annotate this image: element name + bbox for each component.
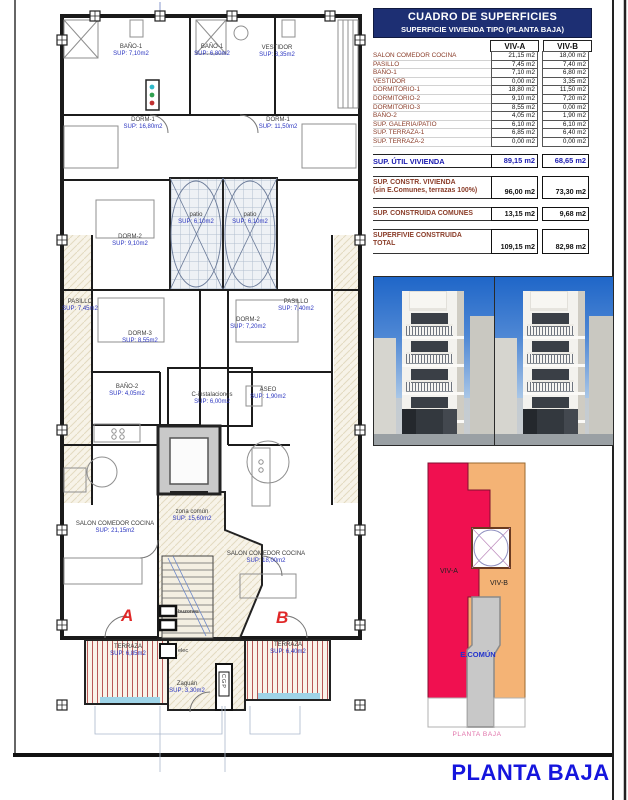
elevator bbox=[158, 426, 220, 494]
floor-plan bbox=[57, 2, 365, 772]
room-label-patio-b: patio SUP: 6,10m2 bbox=[232, 212, 268, 225]
room-label-aseo: ASEO SUP: 1,90m2 bbox=[250, 387, 286, 400]
constr-row: SUP. CONSTR. VIVIENDA (sin E.Comunes, terrazas 100%) 96,00 m2 73,30 m2 bbox=[373, 176, 592, 199]
room-label-dorm3-a: DORM-3 SUP: 8,55m2 bbox=[122, 331, 158, 344]
ground-floor bbox=[523, 409, 578, 437]
room-label-terraza-a: TERRAZA SUP: 6,85m2 bbox=[110, 644, 146, 657]
room-label-bano1-a: BAÑO-1 SUP: 7,10m2 bbox=[113, 44, 149, 57]
unit-letter-a: A bbox=[121, 606, 134, 625]
room-label-salon-a: SALON COMEDOR COCINA SUP: 21,15m2 bbox=[75, 521, 155, 534]
table-row: DORMITORIO-3 8,55 m2 0,00 m2 bbox=[373, 103, 592, 113]
table-title: CUADRO DE SUPERFICIES bbox=[407, 11, 558, 23]
room-label-dorm1-a: DORM-1 SUP: 16,80m2 bbox=[123, 117, 163, 130]
utilities-legend bbox=[146, 80, 159, 110]
ground-floor bbox=[402, 409, 457, 437]
schematic-viv-b-label: VIV-B bbox=[490, 580, 508, 587]
column-header-viv-b: VIV-B bbox=[543, 40, 592, 52]
table-header bbox=[373, 8, 592, 38]
table-row: DORMITORIO-1 18,80 m2 11,50 m2 bbox=[373, 85, 592, 95]
schematic-common-label: E.COMÚN bbox=[460, 650, 496, 659]
page-title: PLANTA BAJA bbox=[451, 760, 610, 785]
table-row: DORMITORIO-2 9,10 m2 7,20 m2 bbox=[373, 94, 592, 104]
unit-letter-b: B bbox=[276, 608, 289, 627]
neighbor-building bbox=[470, 316, 494, 434]
neighbor-building bbox=[589, 316, 613, 434]
table-row: BAÑO-1 7,10 m2 6,80 m2 bbox=[373, 68, 592, 78]
dimension-lines bbox=[95, 706, 300, 772]
total-row: SUPERFIVIE CONSTRUIDA TOTAL 109,15 m2 82,98 m2 bbox=[373, 229, 592, 254]
constr-label: SUP. CONSTR. VIVIENDA bbox=[373, 178, 456, 186]
room-label-instalaciones: C-instalaciones SUP: 6,00m2 bbox=[191, 392, 233, 405]
elec-label: elec bbox=[178, 648, 189, 654]
table-row: SUP. TERRAZA-1 6,85 m2 6,40 m2 bbox=[373, 128, 592, 138]
total-label2: TOTAL bbox=[373, 239, 396, 247]
comunes-row: SUP. CONSTRUIDA COMUNES 13,15 m2 9,68 m2 bbox=[373, 207, 592, 221]
table-subtitle: SUPERFICIE VIVIENDA TIPO (PLANTA BAJA) bbox=[401, 25, 564, 34]
cgp-label: CGP bbox=[220, 674, 226, 689]
room-label-dorm1-b: DORM-1 SUP: 11,50m2 bbox=[258, 117, 298, 130]
table-row: SALON COMEDOR COCINA 21,15 m2 18,00 m2 bbox=[373, 51, 592, 61]
penthouse bbox=[409, 291, 447, 311]
room-label-zona-comun: zona común SUP: 15,60m2 bbox=[172, 509, 212, 522]
patio-a bbox=[170, 178, 277, 290]
room-label-bano1-b: BAÑO-1 SUP: 6,80m2 bbox=[194, 44, 230, 57]
util-total-row: SUP. ÚTIL VIVIENDA 89,15 m2 68,65 m2 bbox=[373, 154, 592, 168]
surfaces-table bbox=[373, 8, 592, 254]
room-label-zaguan: Zaguán SUP: 3,30m2 bbox=[169, 681, 205, 694]
room-label-patio-a: patio SUP: 6,10m2 bbox=[178, 212, 214, 225]
column-header-viv-a: VIV-A bbox=[490, 40, 539, 52]
table-row: BAÑO-2 4,05 m2 1,90 m2 bbox=[373, 111, 592, 121]
neighbor-building bbox=[495, 338, 517, 434]
room-label-pasillo-b: PASILLO SUP: 7,40m2 bbox=[278, 299, 314, 312]
room-label-bano2-a: BAÑO-2 SUP: 4,05m2 bbox=[109, 384, 145, 397]
room-label-terraza-b: TERRAZA SUP: 6,40m2 bbox=[270, 642, 306, 655]
table-row: SUP. TERRAZA-2 0,00 m2 0,00 m2 bbox=[373, 137, 592, 147]
street bbox=[495, 434, 613, 445]
building-render-right bbox=[494, 276, 614, 446]
penthouse bbox=[530, 291, 568, 311]
schematic-patio bbox=[472, 528, 510, 568]
building-facade bbox=[402, 291, 464, 437]
schematic-caption: PLANTA BAJA bbox=[452, 731, 502, 738]
comunes-label: SUP. CONSTRUIDA COMUNES bbox=[373, 209, 473, 217]
room-label-salon-b: SALON COMEDOR COCINA SUP: 18,00m2 bbox=[226, 551, 306, 564]
surface-rows bbox=[373, 51, 592, 147]
neighbor-building bbox=[374, 338, 396, 434]
room-label-dorm2-a: DORM-2 SUP: 9,10m2 bbox=[112, 234, 148, 247]
buzones-label: buzones bbox=[178, 609, 199, 615]
building-render-left bbox=[373, 276, 495, 446]
room-label-vestidor: VESTIDOR SUP: 3,35m2 bbox=[259, 45, 295, 58]
street bbox=[374, 434, 494, 445]
schematic-viv-a-label: VIV-A bbox=[440, 568, 458, 575]
total-label: SUPERFIVIE CONSTRUIDA bbox=[373, 231, 462, 239]
room-label-pasillo-a: PASILLO SUP: 7,45m2 bbox=[62, 299, 98, 312]
building-facade bbox=[523, 291, 585, 437]
constr-label2: (sin E.Comunes, terrazas 100%) bbox=[373, 186, 478, 194]
room-label-dorm2-b: DORM-2 SUP: 7,20m2 bbox=[230, 317, 266, 330]
table-row: SUP. GALERIA/PATIO 6,10 m2 6,10 m2 bbox=[373, 120, 592, 130]
table-row: VESTIDOR 0,00 m2 3,35 m2 bbox=[373, 77, 592, 87]
unit-schematic bbox=[428, 463, 525, 727]
table-row: PASILLO 7,45 m2 7,40 m2 bbox=[373, 60, 592, 70]
